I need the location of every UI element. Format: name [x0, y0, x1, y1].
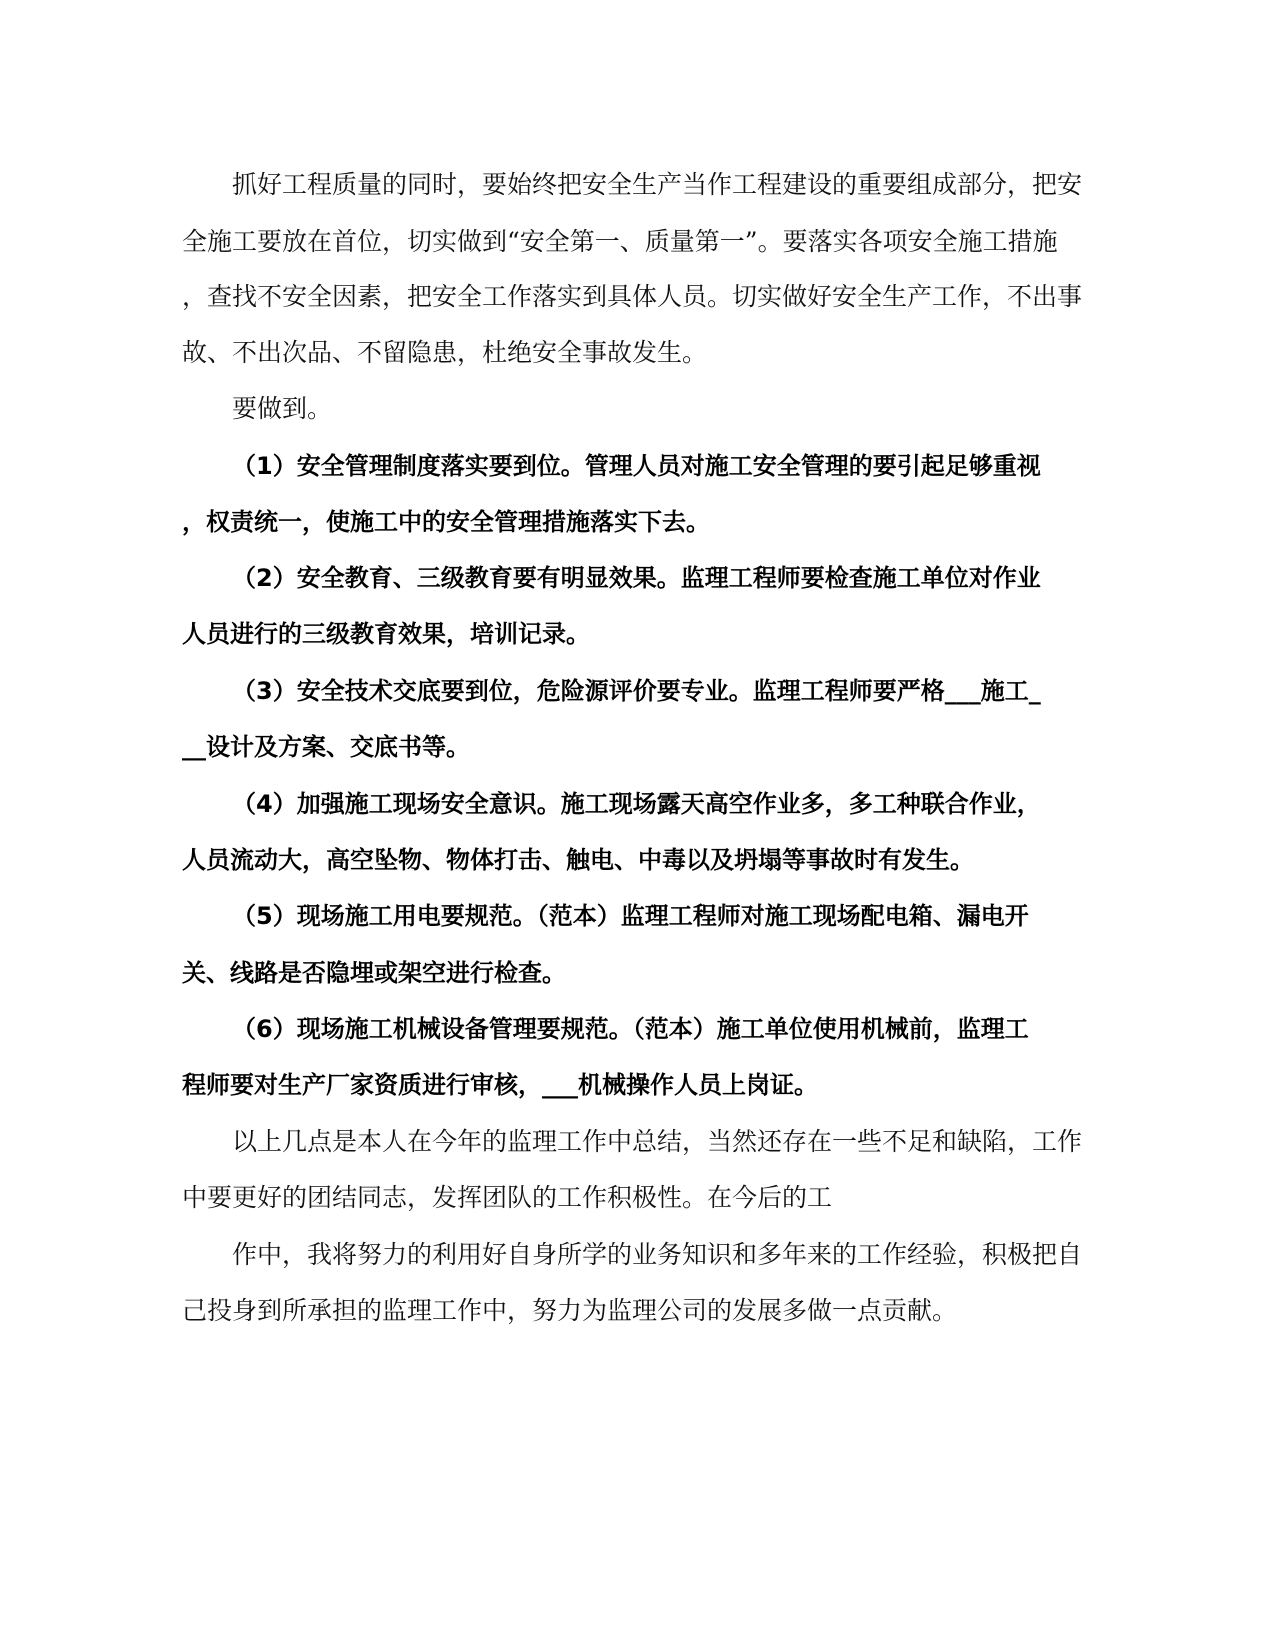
paragraph-1-line-3: ，查找不安全因素，把安全工作落实到具体人员。切实做好安全生产工作，不出事 — [182, 282, 1082, 311]
item-4-line-2: 人员流动大，高空坠物、物体打击、触电、中毒以及坍塌等事故时有发生。 — [182, 846, 974, 874]
closing-paragraph-2-line-2: 己投身到所承担的监理工作中，努力为监理公司的发展多做一点贡献。 — [182, 1296, 958, 1325]
item-3-line-2: __设计及方案、交底书等。 — [182, 733, 470, 761]
item-1-line-1: （1）安全管理制度落实要到位。管理人员对施工安全管理的要引起足够重视 — [232, 452, 1041, 480]
paragraph-1-line-4: 故、不出次品、不留隐患，杜绝安全事故发生。 — [182, 338, 708, 367]
item-2-line-1: （2）安全教育、三级教育要有明显效果。监理工程师要检查施工单位对作业 — [232, 564, 1041, 592]
item-2-line-2: 人员进行的三级教育效果，培训记录。 — [182, 620, 590, 648]
item-1-line-2: ，权责统一，使施工中的安全管理措施落实下去。 — [182, 508, 710, 536]
item-4-line-1: （4）加强施工现场安全意识。施工现场露天高空作业多，多工种联合作业， — [232, 790, 1041, 818]
item-5-line-2: 关、线路是否隐埋或架空进行检查。 — [182, 959, 566, 987]
item-6-line-1: （6）现场施工机械设备管理要规范。（范本）施工单位使用机械前，监理工 — [232, 1015, 1029, 1043]
item-5-line-1: （5）现场施工用电要规范。（范本）监理工程师对施工现场配电箱、漏电开 — [232, 902, 1029, 930]
closing-paragraph-1-line-1: 以上几点是本人在今年的监理工作中总结，当然还存在一些不足和缺陷，工作 — [232, 1127, 1083, 1156]
closing-paragraph-1-line-2: 中要更好的团结同志，发挥团队的工作积极性。在今后的工 — [182, 1183, 833, 1212]
paragraph-1-line-2: 全施工要放在首位，切实做到“安全第一、质量第一”。要落实各项安全施工措施 — [182, 227, 1058, 256]
paragraph-1-line-1: 抓好工程质量的同时，要始终把安全生产当作工程建设的重要组成部分，把安 — [232, 170, 1083, 199]
paragraph-2-line-1: 要做到。 — [232, 394, 333, 423]
item-6-line-2: 程师要对生产厂家资质进行审核，___机械操作人员上岗证。 — [182, 1071, 818, 1099]
item-3-line-1: （3）安全技术交底要到位，危险源评价要专业。监理工程师要严格___施工_ — [232, 677, 1041, 705]
closing-paragraph-2-line-1: 作中，我将努力的利用好自身所学的业务知识和多年来的工作经验，积极把自 — [232, 1240, 1083, 1269]
